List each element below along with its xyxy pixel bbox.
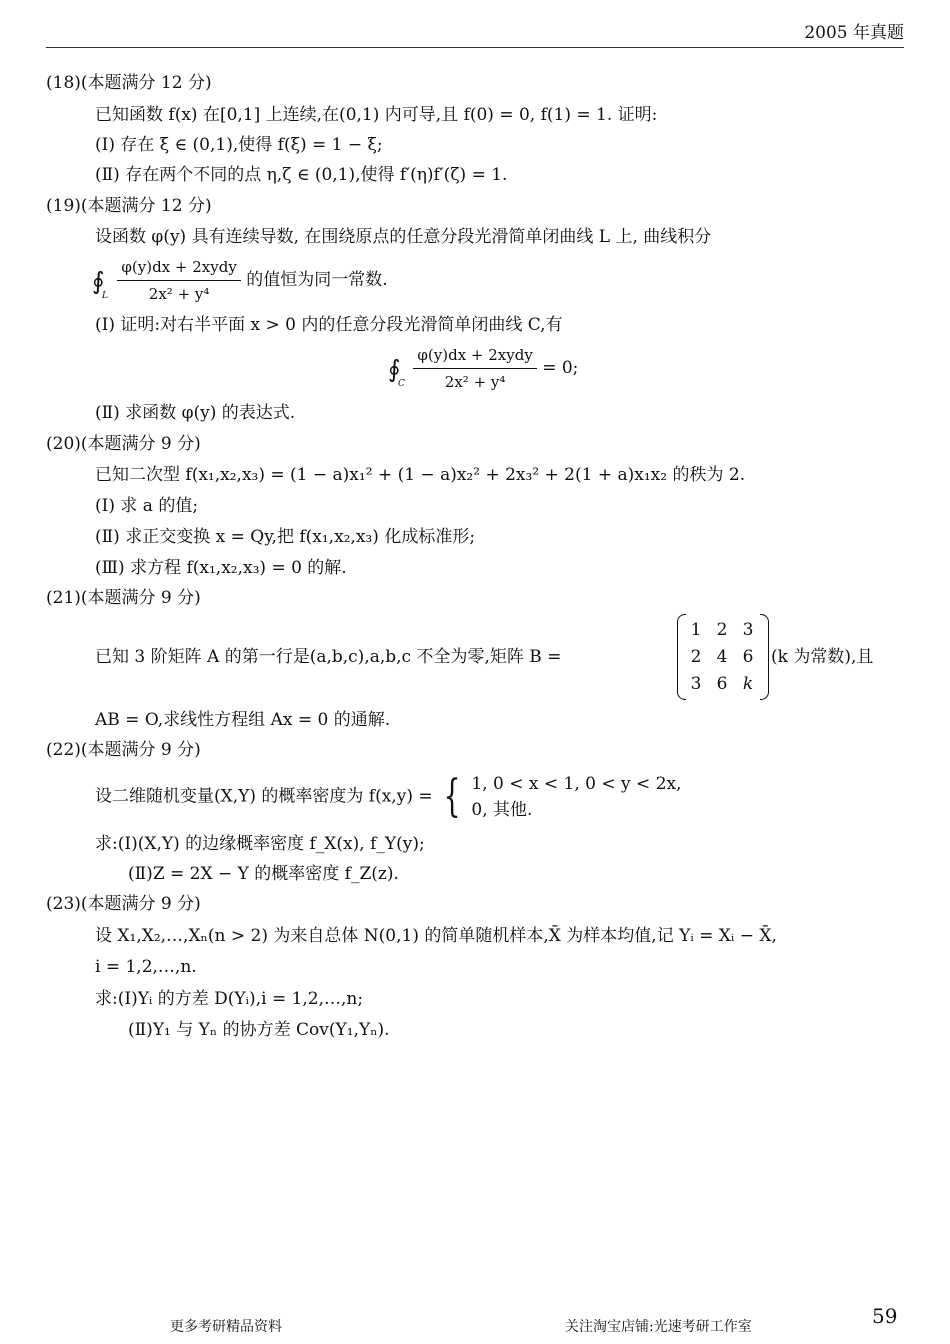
matrix-cell: 3	[690, 673, 702, 694]
matrix-cell: 2	[690, 646, 702, 667]
q19-tail: 的值恒为同一常数.	[246, 270, 388, 290]
q21-stem: 已知 3 阶矩阵 A 的第一行是(a,b,c),a,b,c 不全为零,矩阵 B =	[95, 647, 562, 667]
q19-equation	[388, 344, 578, 393]
q22-case1: 1, 0 < x < 1, 0 < y < 2x,	[471, 773, 682, 794]
q23-part2: (Ⅱ)Y₁ 与 Yₙ 的协方差 Cov(Y₁,Yₙ).	[128, 1020, 390, 1040]
q20-part2: (Ⅱ) 求正交变换 x = Qy,把 f(x₁,x₂,x₃) 化成标准形;	[95, 527, 476, 547]
q18-stem: 已知函数 f(x) 在[0,1] 上连续,在(0,1) 内可导,且 f(0) = 0, f(1) = 1. 证明:	[95, 105, 658, 125]
contour-integral-icon: ∮ C	[388, 354, 405, 389]
q23-part1: 求:(Ⅰ)Yᵢ 的方差 D(Yᵢ),i = 1,2,…,n;	[95, 989, 364, 1009]
q19-fraction	[117, 256, 240, 305]
q20-part3: (Ⅲ) 求方程 f(x₁,x₂,x₃) = 0 的解.	[95, 558, 347, 578]
q20-stem: 已知二次型 f(x₁,x₂,x₃) = (1 − a)x₁² + (1 − a)x₂² + 2x₃² + 2(1 + a)x₁x₂ 的秩为 2.	[95, 465, 746, 485]
q18-part2: (Ⅱ) 存在两个不同的点 η,ζ ∈ (0,1),使得 f′(η)f′(ζ) = 1.	[95, 165, 508, 185]
footer-right-text: 关注淘宝店铺:光速考研工作室	[565, 1319, 752, 1335]
page-header-title: 2005 年真题	[804, 23, 904, 43]
q19-denominator: 2x² + y⁴	[148, 285, 210, 303]
matrix-cell: 1	[690, 619, 702, 640]
q19-part2: (Ⅱ) 求函数 φ(y) 的表达式.	[95, 403, 296, 423]
header-rule	[46, 47, 904, 48]
q19-numerator: φ(y)dx + 2xydy	[117, 256, 240, 281]
q22-heading: (22)(本题满分 9 分)	[46, 740, 201, 760]
matrix-table	[683, 616, 761, 697]
q21-line2: AB = O,求线性方程组 Ax = 0 的通解.	[95, 710, 391, 730]
q22-cases	[471, 771, 681, 823]
matrix-right-paren	[760, 614, 769, 700]
matrix-cell: 4	[716, 646, 728, 667]
matrix-cell: 2	[716, 619, 728, 640]
q19-eq-denominator: 2x² + y⁴	[444, 373, 506, 391]
q19-stem: 设函数 φ(y) 具有连续导数, 在围绕原点的任意分段光滑简单闭曲线 L 上, 曲线积分	[95, 227, 712, 247]
matrix-cell: 6	[742, 646, 754, 667]
q22-part2: (Ⅱ)Z = 2X − Y 的概率密度 f_Z(z).	[128, 864, 399, 884]
matrix-cell: 6	[716, 673, 728, 694]
q19-eq-tail: = 0;	[542, 358, 579, 378]
matrix-cell: 3	[742, 619, 754, 640]
q20-heading: (20)(本题满分 9 分)	[46, 434, 201, 454]
q22-stem-line	[95, 768, 682, 824]
q19-heading: (19)(本题满分 12 分)	[46, 196, 212, 216]
q23-stem: 设 X₁,X₂,…,Xₙ(n > 2) 为来自总体 N(0,1) 的简单随机样本,X̄ 为样本均值,记 Yᵢ = Xᵢ − X̄,	[95, 926, 777, 946]
matrix-cell: k	[742, 673, 754, 694]
q19-eq-fraction	[413, 344, 536, 393]
q23-heading: (23)(本题满分 9 分)	[46, 894, 201, 914]
q21-tail: (k 为常数),且	[771, 647, 874, 667]
q22-stem: 设二维随机变量(X,Y) 的概率密度为 f(x,y) =	[95, 786, 433, 807]
q23-stem2: i = 1,2,…,n.	[95, 957, 197, 977]
footer-left-text: 更多考研精品资料	[170, 1319, 282, 1335]
q20-part1: (Ⅰ) 求 a 的值;	[95, 496, 199, 516]
page-number: 59	[872, 1304, 898, 1328]
q22-part1: 求:(Ⅰ)(X,Y) 的边缘概率密度 f_X(x), f_Y(y);	[95, 834, 425, 854]
contour-integral-icon: ∮ L	[92, 266, 108, 301]
left-brace-icon: {	[443, 770, 461, 822]
q21-heading: (21)(本题满分 9 分)	[46, 588, 201, 608]
q22-case2: 0, 其他.	[471, 799, 533, 820]
matrix-B	[677, 614, 769, 700]
q19-integral-line	[92, 256, 388, 305]
q19-part1: (Ⅰ) 证明:对右半平面 x > 0 内的任意分段光滑简单闭曲线 C,有	[95, 315, 563, 335]
q18-heading: (18)(本题满分 12 分)	[46, 73, 212, 93]
q18-part1: (Ⅰ) 存在 ξ ∈ (0,1),使得 f(ξ) = 1 − ξ;	[95, 135, 383, 155]
q19-eq-numerator: φ(y)dx + 2xydy	[413, 344, 536, 369]
